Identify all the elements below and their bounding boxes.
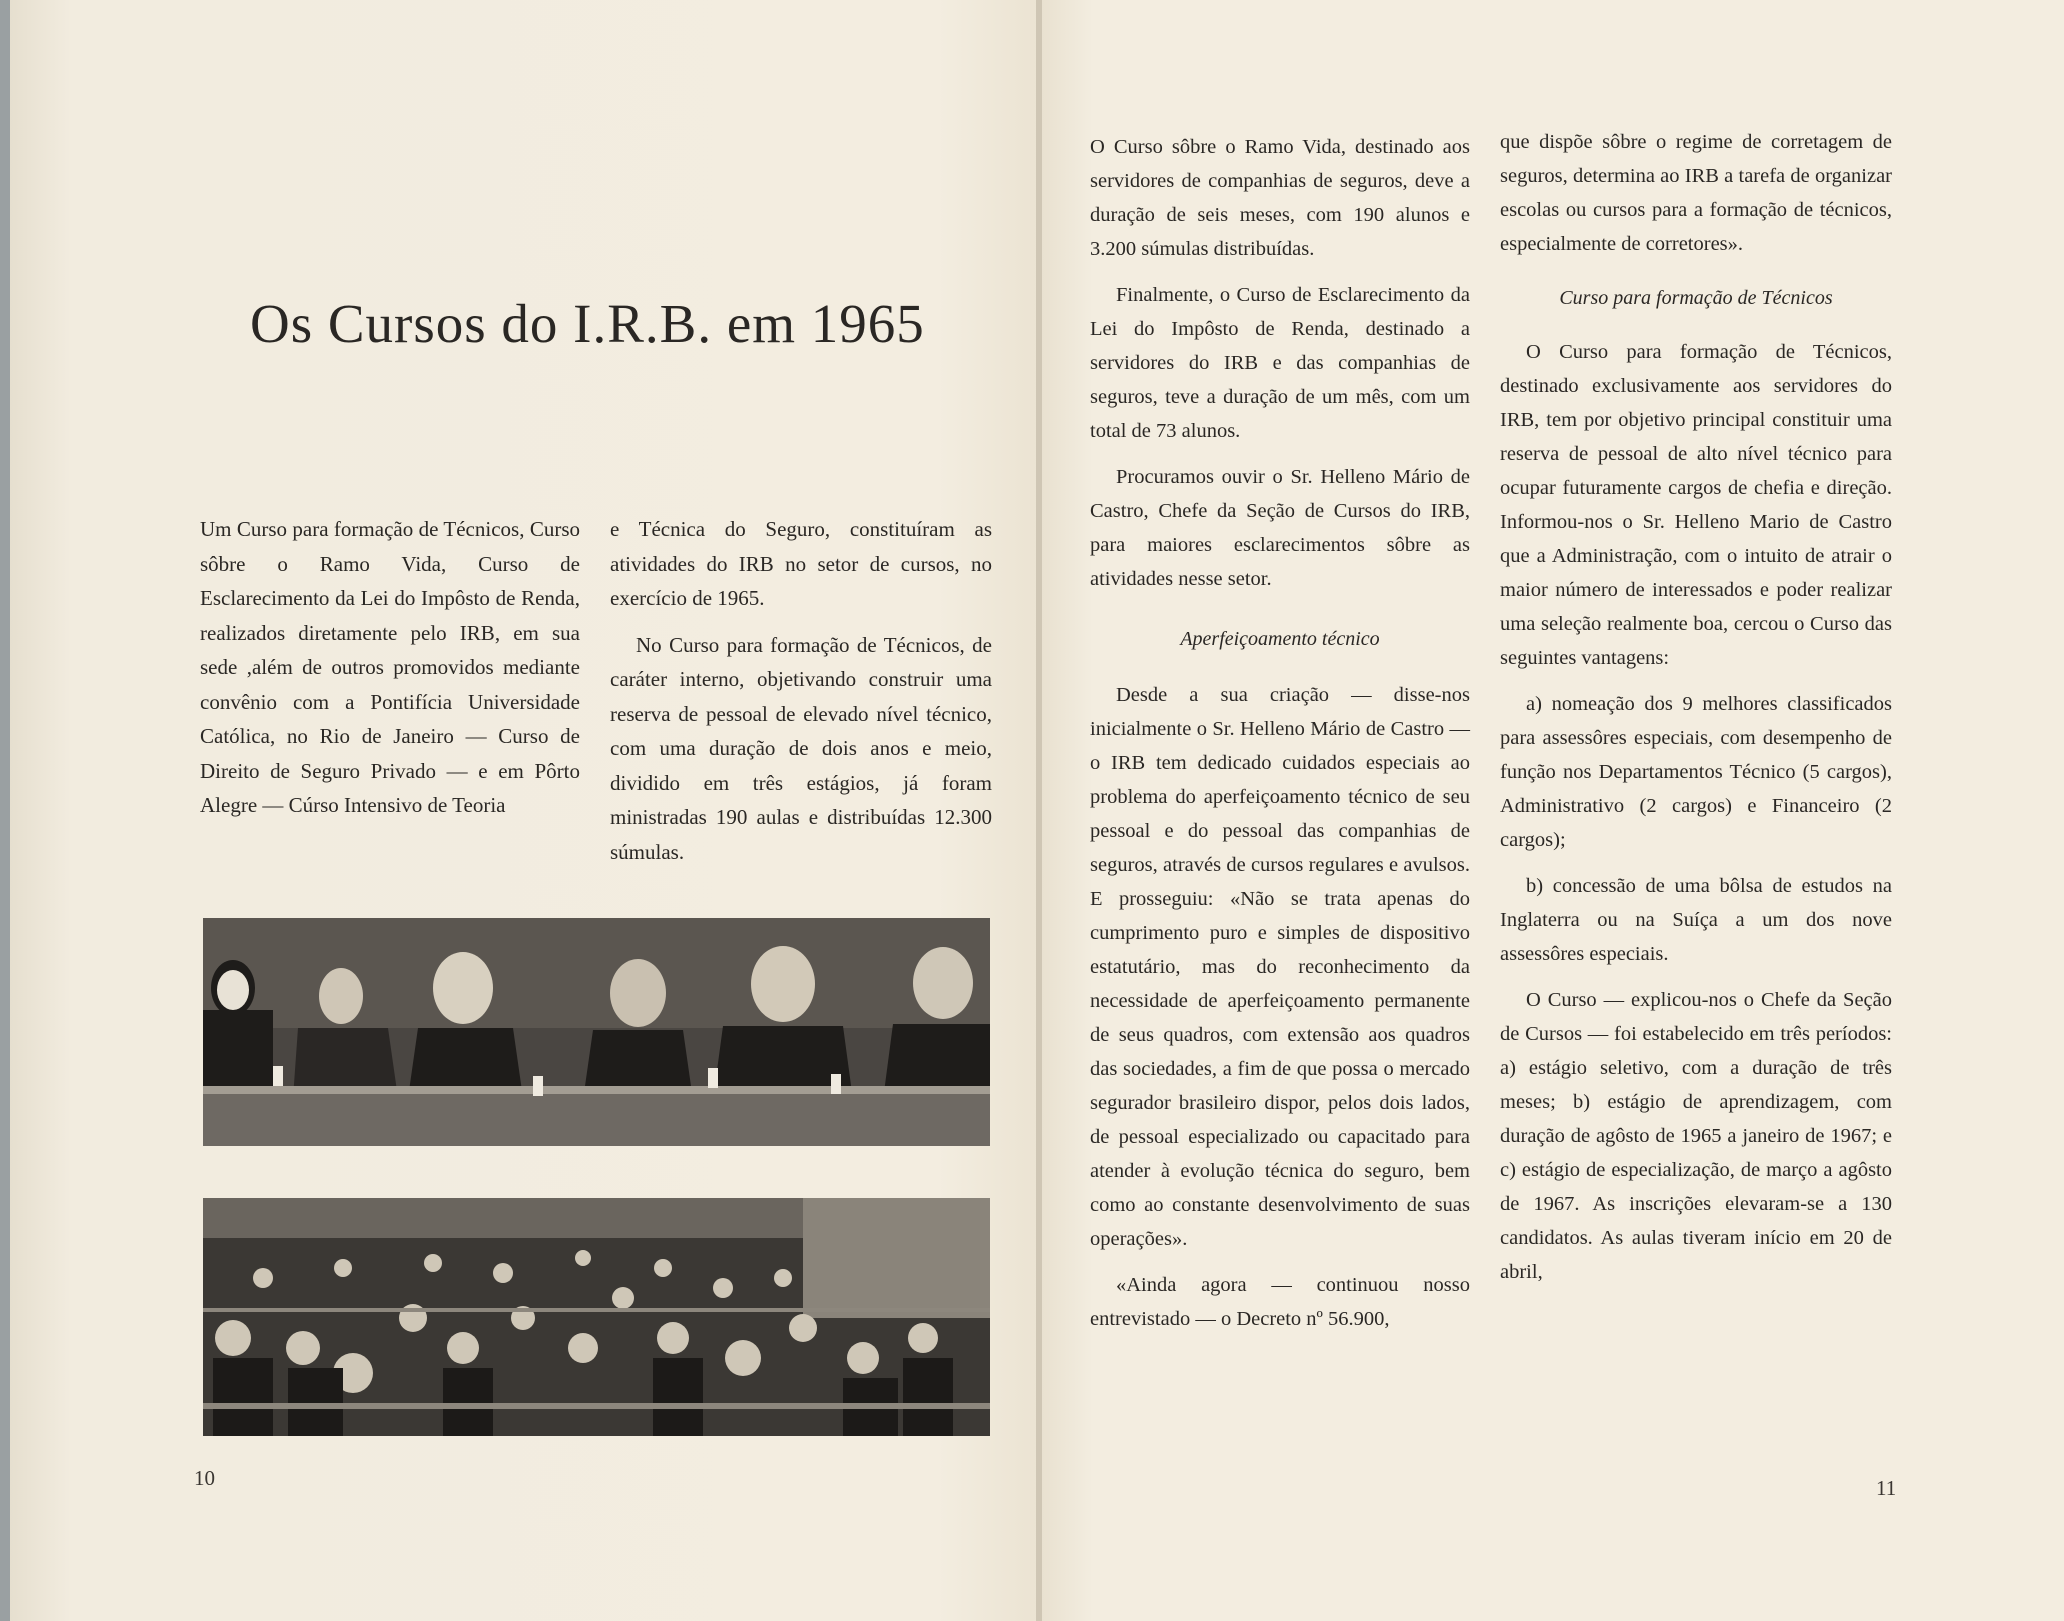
article-title: Os Cursos do I.R.B. em 1965 (250, 293, 925, 354)
paragraph: No Curso para formação de Técnicos, de caráter interno, objetivando construir uma reserva de pessoal de elevado nível técnico, com uma duração de dois anos e meio, dividido em três estágios, já foram ministradas 190 aulas e distribuídas 12.300 súmulas. (610, 632, 992, 864)
page-number-right: 11 (1876, 1476, 1897, 1500)
section-subhead: Aperfeiçoamento técnico (1180, 628, 1380, 650)
photo-audience (203, 1198, 990, 1436)
paragraph: O Curso — explicou-nos o Chefe da Seção de Cursos — foi estabelecido em três períodos: a) estágio seletivo, com a duração de três meses; b) estágio de aprendizagem, com duração de agôsto de 1965 a janeiro de 1967; e c) estágio de especialização, de março a agôsto de 1967. As inscrições elevaram-se a 130 candidatos. As aulas tiveram início em 20 de abril, (1500, 989, 1892, 1283)
paragraph: Desde a sua criação — disse-nos inicialmente o Sr. Helleno Mário de Castro — o IRB tem dedicado cuidados especiais ao problema do aperfeiçoamento técnico de seu pessoal e do pessoal das companhias de seguros, através de cursos regulares e avulsos. E prosseguiu: «Não se trata apenas do cumprimento puro e simples de dispositivo estatutário, mas do reconhecimento da necessidade de aperfeiçoamento permanente de seus quadros, com extensão aos quadros das sociedades, a fim de que possa o mercado segurador brasileiro dispor, pelos dois lados, de pessoal especializado ou capacitado para atender à evolução técnica do seguro, bem como ao constante desenvolvimento de suas operações». (1090, 684, 1470, 1250)
paragraph: b) concessão de uma bôlsa de estudos na Inglaterra ou na Suíça a um dos nove assessôres especiais. (1500, 875, 1892, 965)
left-column-1 (200, 512, 580, 835)
page-number-left: 10 (194, 1466, 215, 1490)
left-column-2 (610, 512, 992, 881)
paragraph: «Ainda agora — continuou nosso entrevistado — o Decreto nº 56.900, (1090, 1274, 1470, 1330)
paragraph: a) nomeação dos 9 melhores classificados para assessôres especiais, com desempenho de função nos Departamentos Técnico (5 cargos), Administrativo (2 cargos) e Financeiro (2 cargos); (1500, 693, 1892, 851)
photo-officials-table (203, 918, 990, 1146)
photo-icon (203, 918, 990, 1146)
right-column-2 (1500, 125, 1892, 1301)
paragraph: O Curso para formação de Técnicos, destinado exclusivamente aos servidores do IRB, tem por objetivo principal constituir uma reserva de pessoal de alto nível técnico para ocupar futuramente cargos de chefia e direção. Informou-nos o Sr. Helleno Mario de Castro que a Administração, com o intuito de atrair o maior número de interessados e poder realizar uma seleção realmente boa, cercou o Curso das seguintes vantagens: (1500, 341, 1892, 669)
paragraph: e Técnica do Seguro, constituíram as atividades do IRB no setor de cursos, no exercício de 1965. (610, 517, 992, 610)
paragraph: que dispõe sôbre o regime de corretagem de seguros, determina ao IRB a tarefa de organizar escolas ou cursos para a formação de técnicos, especialmente de corretores». (1500, 131, 1892, 255)
paragraph: Finalmente, o Curso de Esclarecimento da Lei do Impôsto de Renda, destinado a servidores do IRB e das companhias de seguros, teve a duração de um mês, com um total de 73 alunos. (1090, 284, 1470, 442)
right-page (1042, 0, 2064, 1621)
paragraph: Procuramos ouvir o Sr. Helleno Mário de Castro, Chefe da Seção de Cursos do IRB, para maiores esclarecimentos sôbre as atividades nesse setor. (1090, 466, 1470, 590)
section-subhead: Curso para formação de Técnicos (1559, 287, 1833, 309)
right-column-1 (1090, 130, 1470, 1348)
paragraph: O Curso sôbre o Ramo Vida, destinado aos servidores de companhias de seguros, deve a duração de seis meses, com 190 alunos e 3.200 súmulas distribuídas. (1090, 136, 1470, 260)
paragraph: Um Curso para formação de Técnicos, Curso sôbre o Ramo Vida, Curso de Esclarecimento da Lei do Impôsto de Renda, realizados diretamente pelo IRB, em sua sede ,além de outros promovidos mediante convênio com a Pontifícia Universidade Católica, no Rio de Janeiro — Curso de Direito de Seguro Privado — e em Pôrto Alegre — Cúrso Intensivo de Teoria (200, 517, 580, 817)
photo-icon (203, 1198, 990, 1436)
